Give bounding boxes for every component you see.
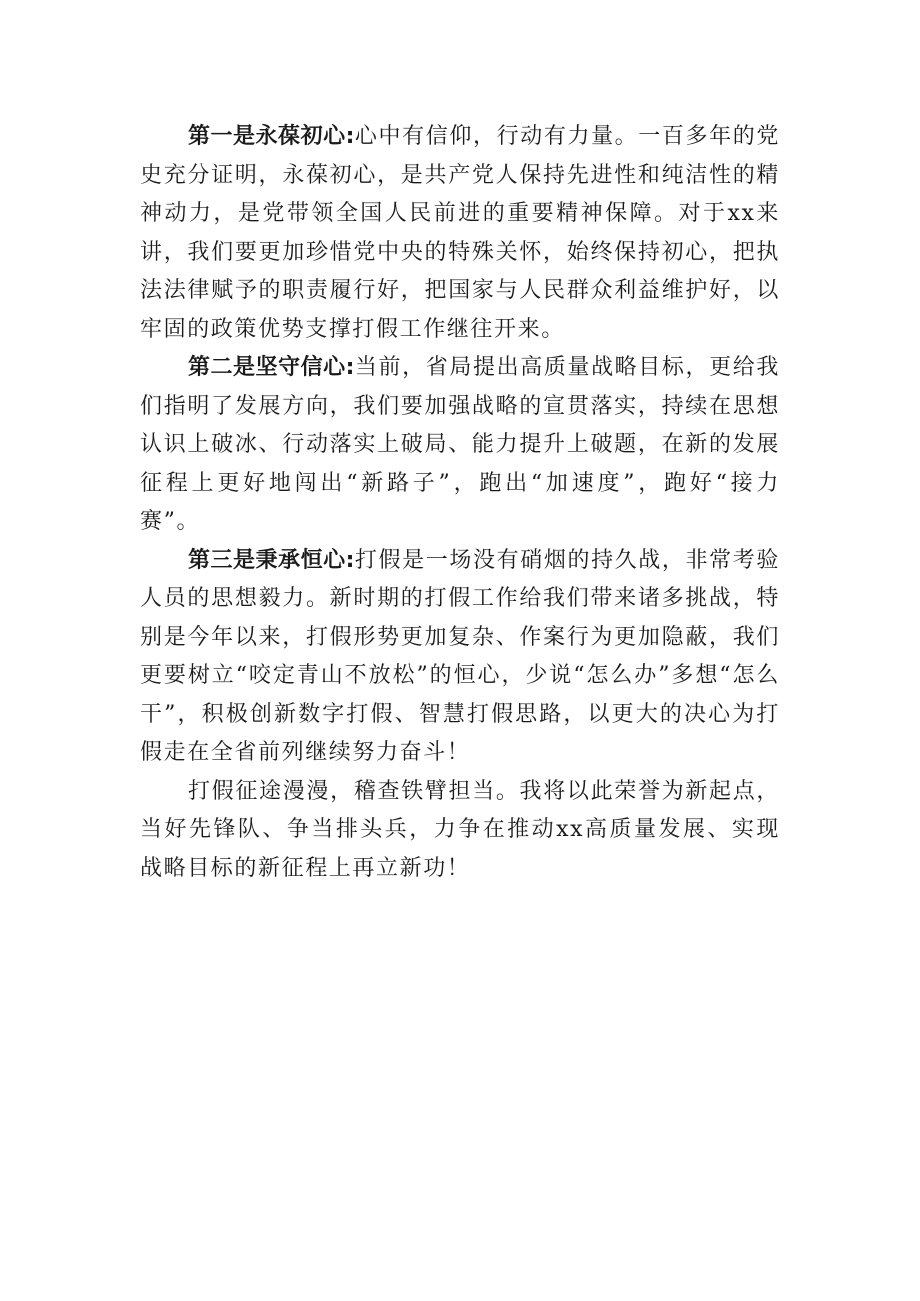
paragraph-perseverance-original-aspiration [140,118,780,349]
paragraph-body: 打假是一场没有硝烟的持久战，非常考验人员的思想毅力。新时期的打假工作给我们带来诸多挑战，特别是今年以来，打假形势更加复杂、作案行为更加隐蔽，我们更要树立“咬定青山不放松”的恒心，少说“怎么办”多想“怎么干”，积极创新数字打假、智慧打假思路，以更大的决心为打假走在全省前列继续努力奋斗！ [140,547,780,765]
paragraph-lead: 第一是永葆初心: [188,124,355,149]
paragraph-body: 打假征途漫漫，稽查铁臂担当。我将以此荣誉为新起点，当好先锋队、争当排头兵，力争在推动xx高质量发展、实现战略目标的新征程上再立新功！ [140,778,780,881]
paragraph-lead: 第三是秉承恒心: [188,547,355,573]
paragraph-uphold-perseverance [140,542,780,773]
paragraph-keep-confidence [140,349,780,542]
paragraph-body: 心中有信仰，行动有力量。一百多年的党史充分证明，永葆初心，是共产党人保持先进性和纯洁性的精神动力，是党带领全国人民前进的重要精神保障。对于xx来讲，我们要更加珍惜党中央的特殊关怀，始终保持初心，把执法法律赋予的职责履行好，把国家与人民群众利益维护好，以牢固的政策优势支撑打假工作继往开来。 [140,124,780,342]
document-page [140,118,780,888]
paragraph-lead: 第二是坚守信心: [188,355,355,380]
paragraph-body: 当前，省局提出高质量战略目标，更给我们指明了发展方向，我们要加强战略的宣贯落实，持续在思想认识上破冰、行动落实上破局、能力提升上破题，在新的发展征程上更好地闯出“新路子”，跑出“加速度”，跑好“接力赛”。 [140,355,780,534]
paragraph-conclusion [140,773,780,889]
